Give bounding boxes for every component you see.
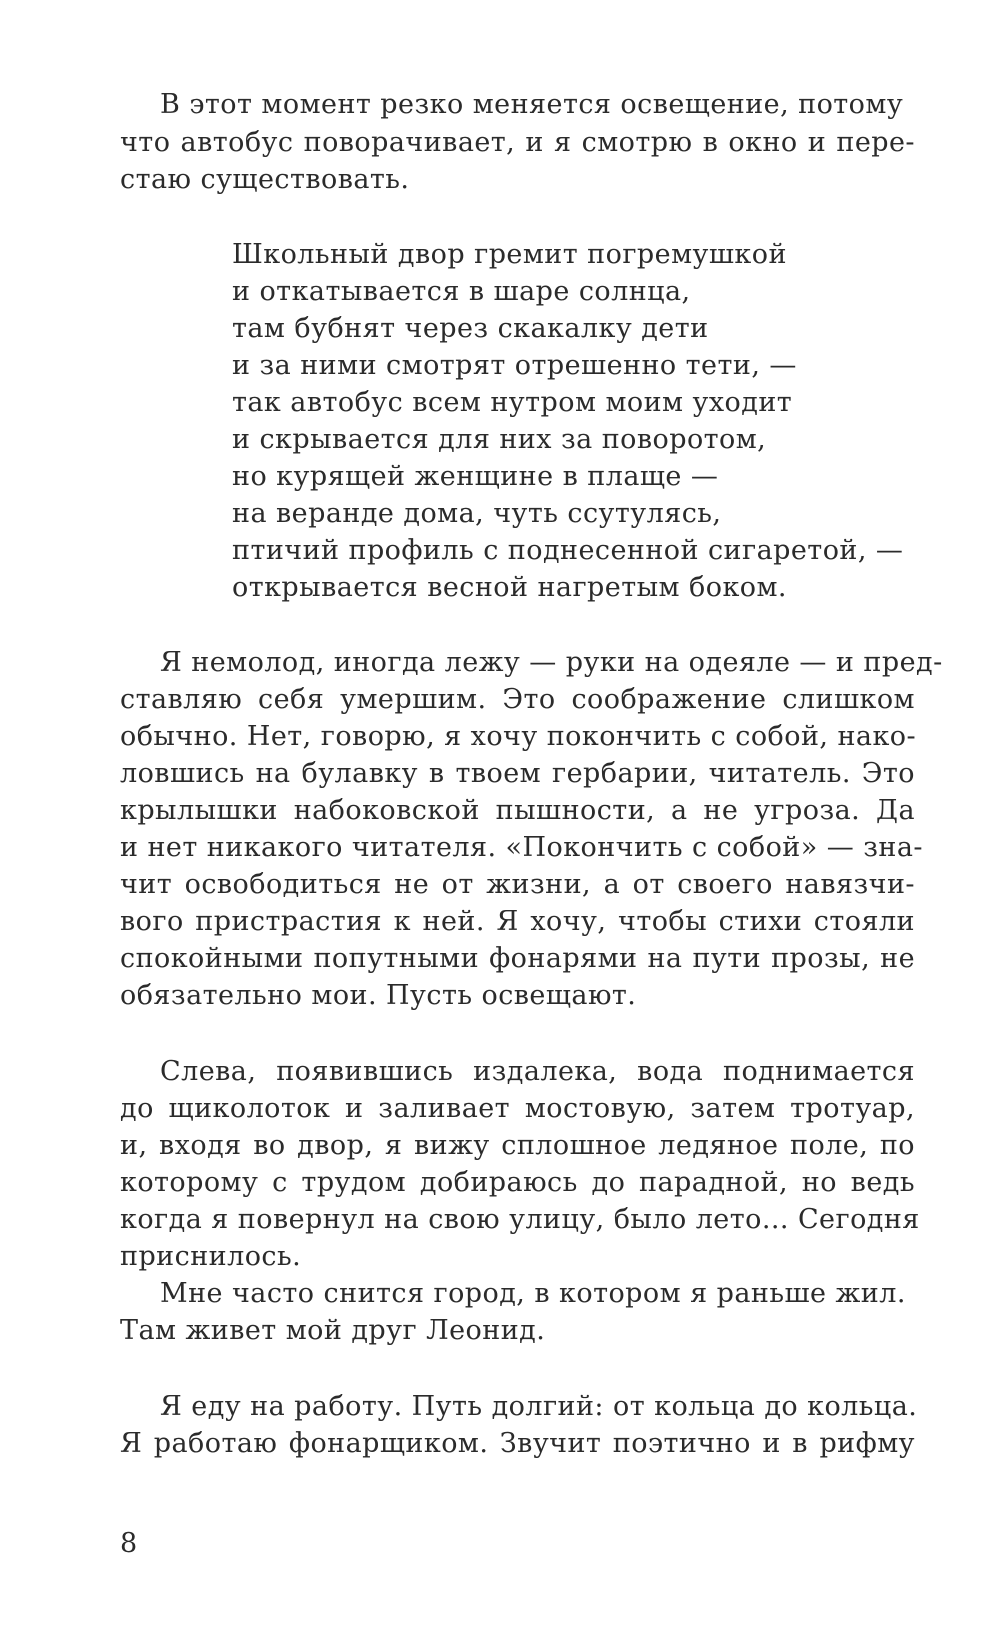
text-line: Я еду на работу. Путь долгий: от кольца до кольца. (160, 1391, 918, 1422)
text-line: Я немолод, иногда лежу — руки на одеяле — и пред- (160, 647, 943, 678)
poem-line: но курящей женщине в плаще — (232, 461, 719, 492)
poem-line: птичий профиль с поднесенной сигаретой, — (232, 535, 904, 566)
poem-line: там бубнят через скакалку дети (232, 313, 709, 344)
text-line: чит освободиться не от жизни, а от своего навязчи- (120, 869, 915, 900)
text-line: и, входя во двор, я вижу сплошное ледяное поле, по (120, 1130, 915, 1161)
text-line: обычно. Нет, говорю, я хочу покончить с собой, нако- (120, 721, 917, 752)
text-line: крылышки набоковской пышности, а не угроза. Да (120, 795, 915, 826)
poem-line: и скрывается для них за поворотом, (232, 424, 767, 455)
text-line: В этот момент резко меняется освещение, потому (160, 89, 904, 120)
text-line: которому с трудом добираюсь до парадной, но ведь (120, 1167, 915, 1198)
text-line: стаю существовать. (120, 164, 410, 195)
text-line: Мне часто снится город, в котором я раньше жил. (160, 1278, 906, 1309)
poem-line: и откатывается в шаре солнца, (232, 276, 691, 307)
poem-line: и за ними смотрят отрешенно тети, — (232, 350, 797, 381)
text-line: ставляю себя умершим. Это соображение слишком (120, 684, 915, 715)
text-line: обязательно мои. Пусть освещают. (120, 980, 637, 1011)
text-line: до щиколоток и заливает мостовую, затем тротуар, (120, 1093, 915, 1124)
text-line: ловшись на булавку в твоем гербарии, читатель. Это (120, 758, 915, 789)
text-line: когда я повернул на свою улицу, было лето... Сегодня (120, 1204, 920, 1235)
text-line: приснилось. (120, 1241, 302, 1272)
text-line: Там живет мой друг Леонид. (120, 1315, 546, 1346)
text-line: спокойными попутными фонарями на пути прозы, не (120, 943, 915, 974)
text-line: что автобус поворачивает, и я смотрю в окно и пере- (120, 127, 915, 158)
text-line: Я работаю фонарщиком. Звучит поэтично и в рифму (120, 1428, 915, 1459)
text-line: вого пристрастия к ней. Я хочу, чтобы стихи стояли (120, 906, 915, 937)
poem-line: открывается весной нагретым боком. (232, 572, 787, 603)
page-number: 8 (120, 1528, 138, 1559)
poem-line: Школьный двор гремит погремушкой (232, 239, 787, 270)
text-line: и нет никакого читателя. «Покончить с собой» — зна- (120, 832, 923, 863)
poem-line: так автобус всем нутром моим уходит (232, 387, 793, 418)
text-line: Слева, появившись издалека, вода поднимается (160, 1056, 915, 1087)
poem-line: на веранде дома, чуть ссутулясь, (232, 498, 722, 529)
